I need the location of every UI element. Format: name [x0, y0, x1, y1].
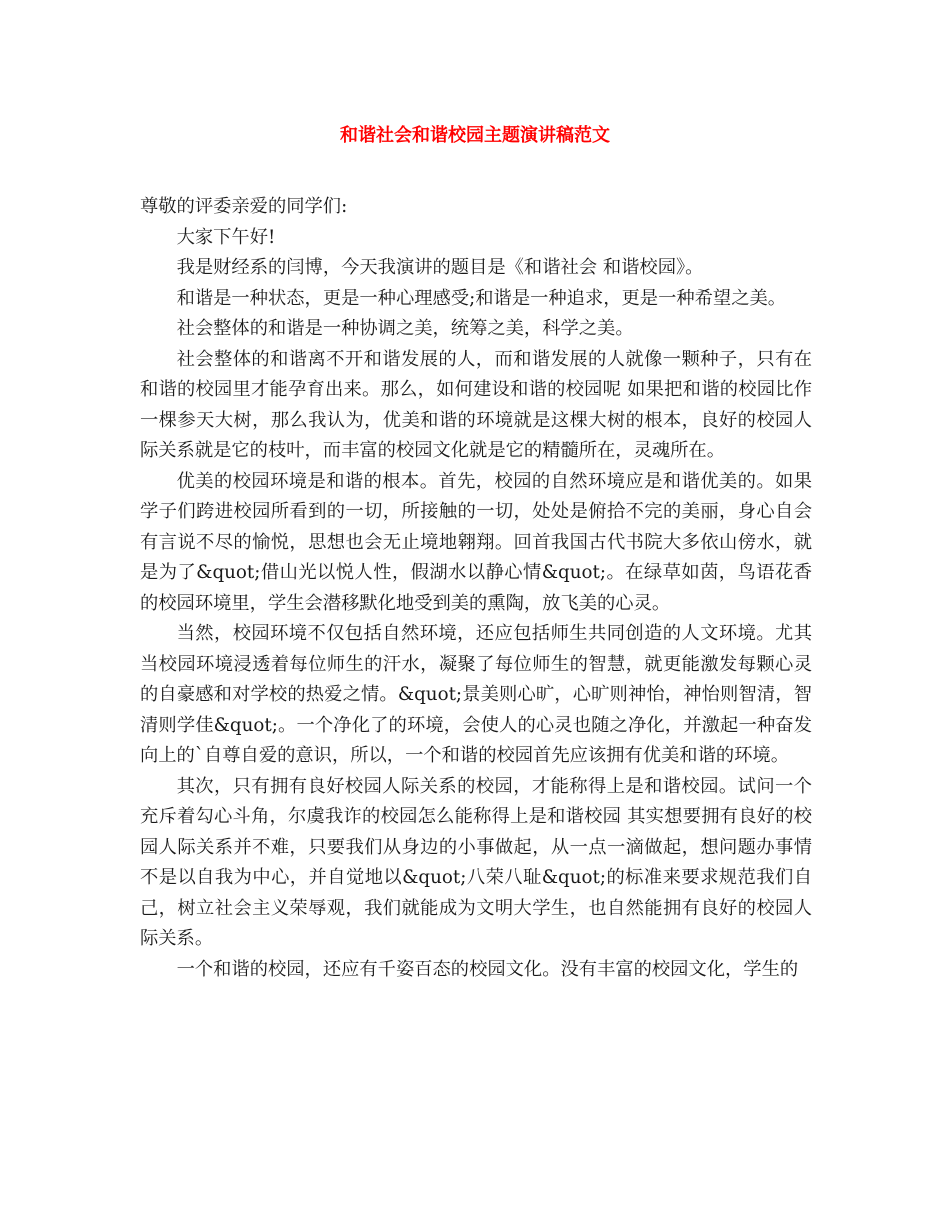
- paragraph-relationships: 其次，只有拥有良好校园人际关系的校园，才能称得上是和谐校园。试问一个充斥着勾心斗角，尔虞我诈的校园怎么能称得上是和谐校园 其实想要拥有良好的校园人际关系并不难，只要我们从身边的小事做起，从一点一滴做起，想问题办事情不是以自我为中心，并自觉地以&quot;八荣八耻&quot;的标准来要求规范我们自己，树立社会主义荣辱观，我们就能成为文明大学生，也自然能拥有良好的校园人际关系。: [140, 775, 812, 949]
- paragraph-campus-environment: 优美的校园环境是和谐的根本。首先，校园的自然环境应是和谐优美的。如果学子们跨进校园所看到的一切，所接触的一切，处处是俯拾不完的美丽，身心自会有言说不尽的愉悦，思想也会无止境地翱翔。回首我国古代书院大多依山傍水，就是为了&quot;借山光以悦人性，假湖水以静心情&quot;。在绿草如茵，鸟语花香的校园环境里，学生会潜移默化地受到美的熏陶，放飞美的心灵。: [140, 470, 812, 614]
- paragraph-harmonious-people: 社会整体的和谐离不开和谐发展的人，而和谐发展的人就像一颗种子，只有在和谐的校园里才能孕育出来。那么，如何建设和谐的校园呢 如果把和谐的校园比作一棵参天大树，那么我认为，优美和谐的环境就是这棵大树的根本，良好的校园人际关系就是它的枝叶，而丰富的校园文化就是它的精髓所在，灵魂所在。: [140, 348, 812, 461]
- document-title: 和谐社会和谐校园主题演讲稿范文: [340, 125, 610, 146]
- paragraph-social-harmony: 社会整体的和谐是一种协调之美，统筹之美，科学之美。: [176, 318, 634, 339]
- paragraph-campus-culture: 一个和谐的校园，还应有千姿百态的校园文化。没有丰富的校园文化，学生的: [176, 958, 799, 980]
- document-body: [140, 192, 812, 985]
- paragraph-cultural-environment: 当然，校园环境不仅包括自然环境，还应包括师生共同创造的人文环境。尤其当校园环境浸透着每位师生的汗水，凝聚了每位师生的智慧，就更能激发每颗心灵的自豪感和对学校的热爱之情。&quot;景美则心旷，心旷则神怡，神怡则智清，智清则学佳&quot;。一个净化了的环境，会使人的心灵也随之净化，并激起一种奋发向上的`自尊自爱的意识，所以，一个和谐的校园首先应该拥有优美和谐的环境。: [140, 623, 812, 766]
- salutation: 尊敬的评委亲爱的同学们:: [140, 196, 348, 217]
- paragraph-greeting: 大家下午好!: [176, 226, 276, 248]
- paragraph-intro: 我是财经系的闫博，今天我演讲的题目是《和谐社会 和谐校园》。: [176, 257, 704, 278]
- paragraph-harmony-definition: 和谐是一种状态，更是一种心理感受;和谐是一种追求，更是一种希望之美。: [176, 287, 787, 309]
